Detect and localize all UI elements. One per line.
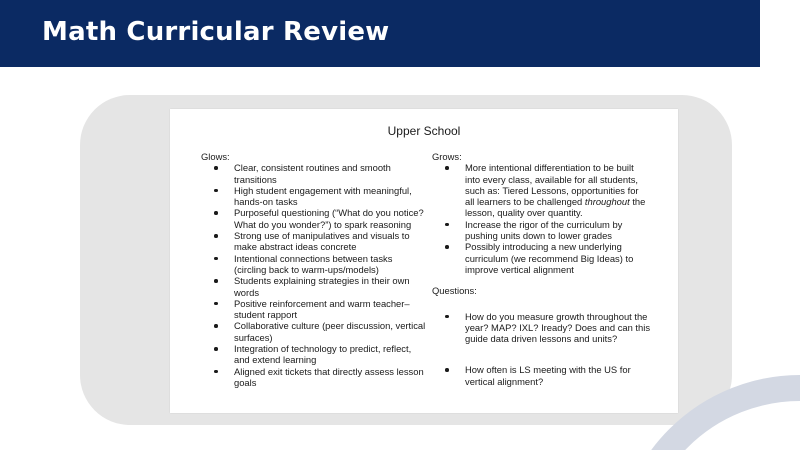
grows-label: Grows:	[432, 151, 462, 162]
document-heading: Upper School	[387, 124, 461, 138]
document-image	[170, 109, 678, 413]
list-item: Collaborative culture (peer discussion, vertical surfaces)	[234, 320, 426, 343]
list-item: Intentional connections between tasks (circling back to warm-ups/models)	[234, 253, 426, 276]
list-item: Integration of technology to predict, reflect, and extend learning	[234, 343, 426, 366]
glows-label: Glows:	[201, 151, 230, 162]
glows-list	[201, 162, 426, 388]
list-item: Increase the rigor of the curriculum by pushing units down to lower grades	[465, 219, 650, 242]
glows-column	[201, 151, 426, 388]
list-item: Strong use of manipulatives and visuals to make abstract ideas concrete	[234, 230, 426, 253]
grows-list	[432, 162, 650, 275]
list-item: Possibly introducing a new underlying curriculum (we recommend Big Ideas) to improve vertical alignment	[465, 241, 650, 275]
grows-item-emphasis: throughout	[584, 196, 630, 208]
list-item: How often is LS meeting with the US for vertical alignment?	[465, 364, 650, 387]
slide-title: Math Curricular Review	[42, 17, 390, 47]
list-item: How do you measure growth throughout the year? MAP? IXL? Iready? Does and can this guide data driven lessons and units?	[465, 310, 651, 345]
list-item: Positive reinforcement and warm teacher–student rapport	[234, 298, 426, 321]
list-item: Aligned exit tickets that directly assess lesson goals	[234, 366, 426, 389]
list-item: Students explaining strategies in their own words	[234, 275, 426, 298]
questions-label: Questions:	[432, 285, 477, 297]
title-bar	[0, 0, 760, 67]
list-item: High student engagement with meaningful, hands-on tasks	[234, 185, 426, 208]
list-item	[465, 162, 650, 218]
list-item: Purposeful questioning (“What do you notice? What do you wonder?”) to spark reasoning	[234, 207, 426, 230]
questions-list	[432, 311, 650, 387]
grows-column	[432, 151, 650, 407]
grows-item-text-end: the lesson, quality over quantity.	[465, 196, 646, 219]
grows-item-text: More intentional differentiation to be built into every class, available for all students, such as: Tiered Lessons, opportunities for all learners to be challenged	[465, 162, 639, 208]
list-item: Clear, consistent routines and smooth transitions	[234, 162, 426, 185]
